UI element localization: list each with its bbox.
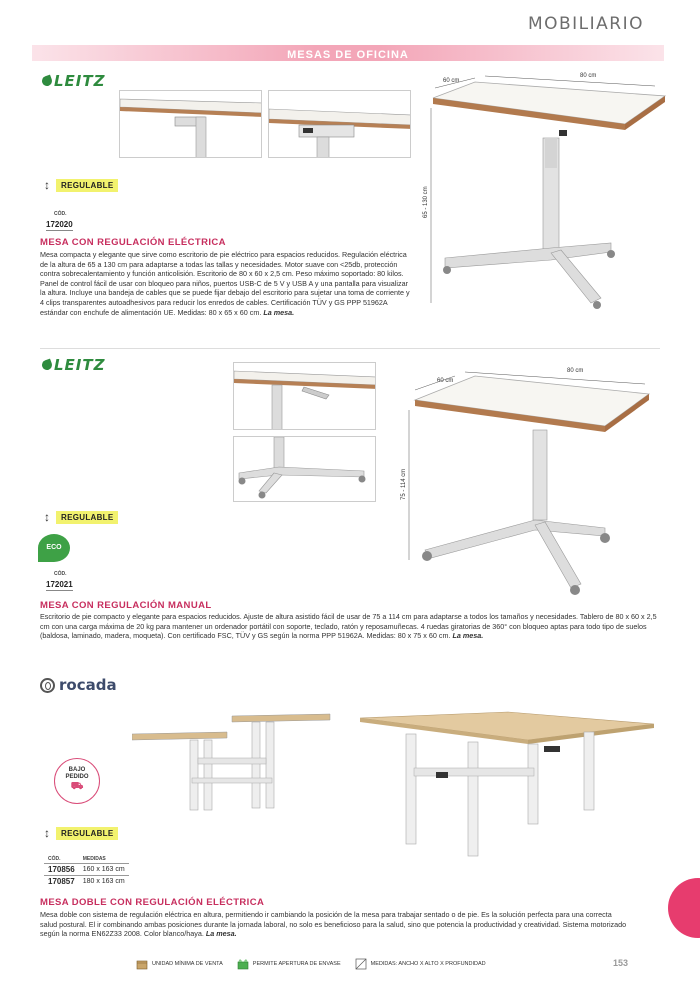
cod-header: CÓD. <box>48 856 61 862</box>
dim-width: 80 cm <box>567 368 584 374</box>
leitz-logo: LEITZ <box>42 72 106 90</box>
legend-unit: UNIDAD MÍNIMA DE VENTA <box>136 958 223 970</box>
photo-double-desk-front <box>358 706 658 862</box>
product-description: Escritorio de pie compacto y elegante para espacios reducidos. Ajuste de altura asistido fácil de usar de 75 a 114 cm para adaptarse a todos los tamaños y necesidades. Tablero de 80 x 60 x 2,5 cm con una carga máxima de 20 kg para mantener un ordenador portátil con soporte, teclado, ratón y reposamuñecas. 4 ruedas giratorias de 360° con bloqueo aptas para todo tipo de suelos (baldosa, laminado, madera, moqueta). Con certificado FSC, TÜV y GS según la norma PPP 51962A. Medidas: 80 x 75 x 60 cm. La mesa. <box>40 612 657 641</box>
main-photo-electric-desk <box>415 68 677 310</box>
product-description: Mesa compacta y elegante que sirve como escritorio de pie eléctrico para espacios reducidos. Regulación eléctrica de la altura de 65 a 130 cm para adaptarse a todas las tallas y necesidades. Motor suave con <25db, protección contra sobrecalentamiento y función anticolisión. Escritorio de 80 x 60 x 2,5 cm. Peso máximo soportado: 80 kilos. Panel de control fácil de usar con bloqueo para niños, puertos USB-C de 5 V y USB A y una pantalla para visualizar la altura. Incluye una bandeja de cables que se puede fijar debajo del escritorio para sujetar una toma de corriente y 4 clips transparentes autoadhesivos para reducir los enredos de cables. Certificación TÜV y GS PPP 51962A estándar con enchufe de alimentación UE. Medidas: 80 x 65 x 60 cm. La mesa. <box>40 250 410 317</box>
leitz-logo: LEITZ <box>42 356 106 374</box>
medidas-header: MEDIDAS <box>82 856 106 862</box>
detail-photo-tray <box>119 90 262 158</box>
table-row: 170857 180 x 163 cm <box>44 876 129 888</box>
variants-table <box>44 855 129 887</box>
height-adjust-icon: ↕ <box>44 826 50 840</box>
section-title: MESAS DE OFICINA <box>287 49 409 61</box>
leitz-symbol-icon <box>41 75 54 88</box>
regulable-tag: ↕ REGULABLE <box>44 826 118 840</box>
rocada-symbol-icon <box>40 678 55 693</box>
eco-badge: ECO <box>38 534 70 562</box>
base-detail-illustration <box>234 437 376 502</box>
product-code: 172020 <box>46 220 73 229</box>
product-title: MESA CON REGULACIÓN ELÉCTRICA <box>40 237 226 248</box>
regulable-tag: ↕ REGULABLE <box>44 510 118 524</box>
detail-photo-control-panel <box>268 90 411 158</box>
ruler-icon <box>355 958 367 970</box>
table-row: 170856 160 x 163 cm <box>44 864 129 876</box>
dim-depth: 60 cm <box>437 378 454 384</box>
dim-height: 65 - 130 cm <box>423 186 429 218</box>
cod-label: CÓD. <box>54 211 67 217</box>
product-title: MESA CON REGULACIÓN MANUAL <box>40 600 212 611</box>
dim-depth: 60 cm <box>443 78 460 84</box>
dim-width: 80 cm <box>580 73 597 79</box>
page-tab-circle <box>668 878 700 938</box>
product-description: Mesa doble con sistema de regulación eléctrica en altura, permitiendo ir cambiando la posición de la mesa para trabajar sentado o de pie. Es la solución perfecta para una correcta salud postural. El ir combinando ambas posiciones durante la jornada laboral, no solo es beneficioso para la salud, sino que potencia la productividad y creatividad. Sistema motorizado según la norma EN62Z33 2008. Color blanco/haya. La mesa. <box>40 910 627 939</box>
photo-double-desk-side <box>132 708 332 818</box>
rocada-logo: rocada <box>40 676 117 694</box>
dim-height: 75 - 114 cm <box>401 468 407 500</box>
open-box-icon <box>237 958 249 970</box>
product-code: 172021 <box>46 580 73 589</box>
footer-legend <box>136 958 486 970</box>
divider <box>40 348 660 349</box>
height-adjust-icon: ↕ <box>44 510 50 524</box>
product-title: MESA DOBLE CON REGULACIÓN ELÉCTRICA <box>40 897 265 908</box>
bajo-pedido-badge: BAJO PEDIDO ⛟ <box>54 758 100 804</box>
cod-label: CÓD. <box>54 571 67 577</box>
page-number: 153 <box>612 958 628 968</box>
legend-measures: MEDIDAS: ANCHO X ALTO X PROFUNDIDAD <box>355 958 486 970</box>
height-adjust-icon: ↕ <box>44 178 50 192</box>
tray-detail-illustration <box>120 91 262 158</box>
legend-open: PERMITE APERTURA DE ENVASE <box>237 958 341 970</box>
lever-detail-illustration <box>234 363 376 430</box>
category-title: MOBILIARIO <box>527 14 644 34</box>
leitz-symbol-icon <box>41 359 54 372</box>
detail-photo-base <box>233 436 376 502</box>
box-icon <box>136 958 148 970</box>
section-bar <box>32 45 664 61</box>
regulable-tag: ↕ REGULABLE <box>44 178 118 192</box>
control-panel-illustration <box>269 91 411 158</box>
detail-photo-lever <box>233 362 376 430</box>
main-photo-manual-desk <box>395 360 657 604</box>
truck-icon: ⛟ <box>70 781 84 792</box>
